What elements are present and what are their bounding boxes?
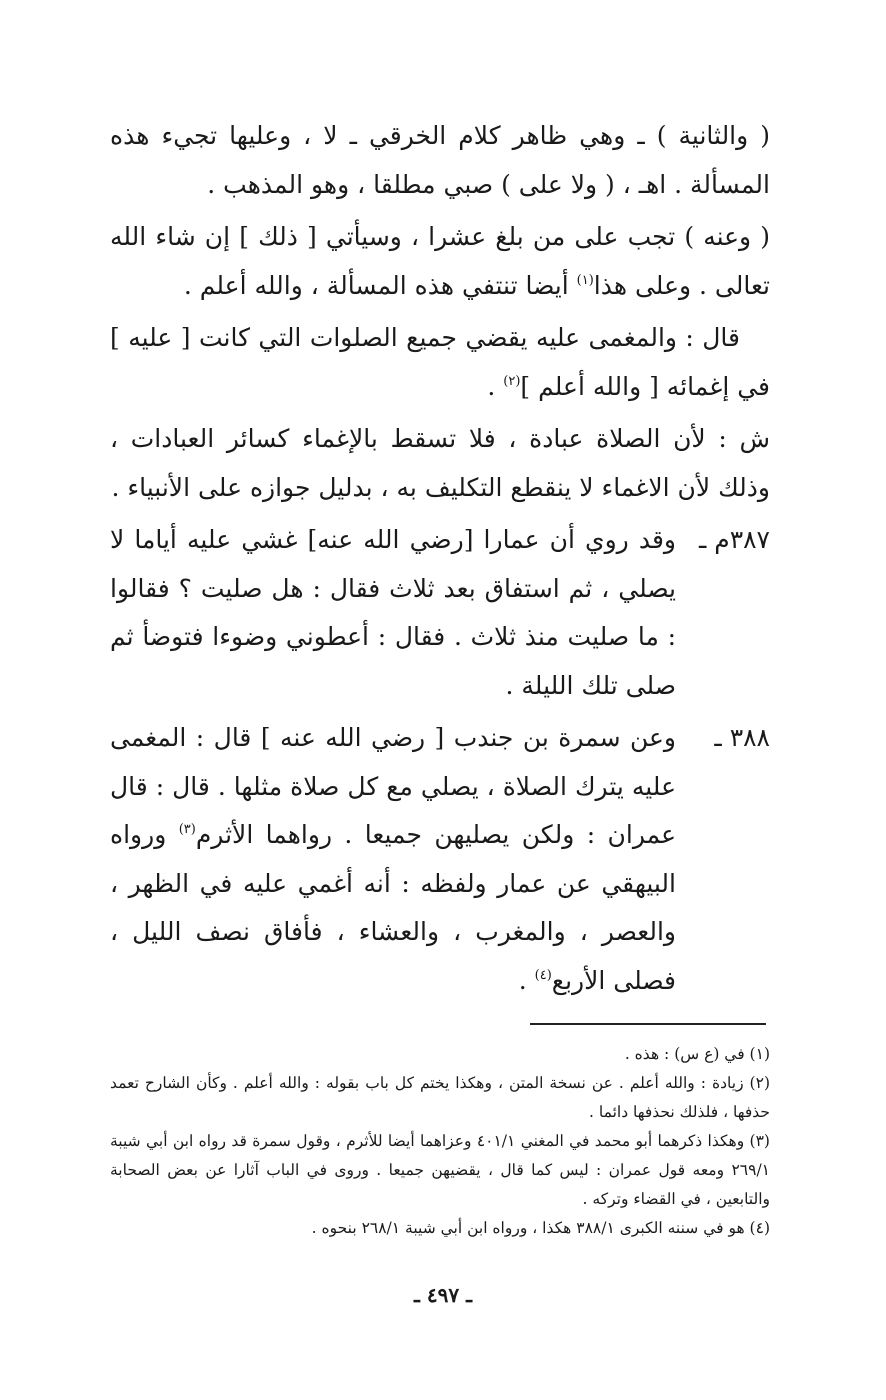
main-text bbox=[110, 112, 770, 1009]
paragraph-text: ( والثانية ) ـ وهي ظاهر كلام الخرقي ـ لا ، وعليها تجيء هذه المسألة . اهـ ، ( ولا على ) صبي مطلقا ، وهو المذهب . bbox=[110, 121, 770, 199]
item-number: ٣٨٨ ـ bbox=[714, 723, 770, 752]
footnote-1: (١) في (ع س) : هذه . bbox=[624, 1045, 770, 1063]
numbered-item-387 bbox=[110, 516, 770, 710]
paragraph-matn-unconscious bbox=[110, 314, 770, 411]
paragraph-text: ش : لأن الصلاة عبادة ، فلا تسقط بالإغماء كسائر العبادات ، وذلك لأن الاغماء لا ينقطع التكليف به ، بدليل جوازه على الأنبياء . bbox=[110, 424, 770, 502]
paragraph-sharh bbox=[110, 415, 770, 512]
footnote-4: (٤) هو في سننه الكبرى ٣٨٨/١ هكذا ، ورواه ابن أبي شيبة ٢٦٨/١ بنحوه . bbox=[311, 1219, 770, 1237]
footnote-ref-4[interactable]: (٤) bbox=[534, 967, 552, 983]
paragraph-text: ورواه البيهقي عن عمار ولفظه : أنه أغمي عليه في الظهر ، والعصر ، والمغرب ، والعشاء ، فأفاق نصف الليل ، فصلى الأربع bbox=[110, 820, 676, 995]
paragraph-text: ( وعنه ) تجب على من بلغ عشرا ، وسيأتي [ ذلك ] إن شاء الله تعالى . وعلى هذا bbox=[110, 222, 770, 300]
paragraph-text: . bbox=[487, 371, 504, 401]
page-number: ـ ٤٩٧ ـ bbox=[414, 1283, 472, 1307]
footnotes bbox=[110, 1040, 770, 1243]
paragraph-text: أيضا تنتفي هذه المسألة ، والله أعلم . bbox=[183, 270, 577, 300]
numbered-item-388 bbox=[110, 714, 770, 1005]
paragraph-second-narration bbox=[110, 112, 770, 209]
item-number: ٣٨٧م ـ bbox=[698, 525, 770, 554]
paragraph-text: وقد روي أن عمارا [رضي الله عنه] غشي عليه أياما لا يصلي ، ثم استفاق بعد ثلاث فقال : هل صليت ؟ فقالوا : ما صليت منذ ثلاث . فقال : أعطوني وضوءا فتوضأ ثم صلى تلك الليلة . bbox=[110, 525, 676, 700]
paragraph-text: وعن سمرة بن جندب [ رضي الله عنه ] قال : المغمى عليه يترك الصلاة ، يصلي مع كل صلاة مثلها . قال : قال عمران : ولكن يصليهن جميعا . رواهما الأثرم bbox=[110, 723, 676, 849]
paragraph-text: قال : والمغمى عليه يقضي جميع الصلوات التي كانت [ عليه ] في إغمائه [ والله أعلم ] bbox=[110, 323, 770, 401]
footnote-ref-2[interactable]: (٢) bbox=[503, 373, 521, 389]
footnote-ref-1[interactable]: (١) bbox=[576, 272, 594, 288]
footnote-divider bbox=[530, 1023, 766, 1025]
paragraph-narration-ten-years bbox=[110, 213, 770, 310]
footnote-ref-3[interactable]: (٣) bbox=[178, 822, 196, 837]
footnote-3: (٣) وهكذا ذكرهما أبو محمد في المغني ٤٠١/١ وعزاهما أيضا للأثرم ، وقول سمرة قد رواه ابن أبي شيبة ٢٦٩/١ ومعه قول عمران : ليس كما قال ، يقضيهن جميعا . وروى في الباب آثارا عن بعض الصحابة والتابعين ، في القضاء وتركه . bbox=[110, 1132, 770, 1208]
paragraph-text: . bbox=[518, 965, 535, 995]
footnote-2: (٢) زيادة : والله أعلم . عن نسخة المتن ، وهكذا يختم كل باب بقوله : والله أعلم . وكأن الشارح تعمد حذفها ، فلذلك نحذفها دائما . bbox=[110, 1074, 770, 1121]
